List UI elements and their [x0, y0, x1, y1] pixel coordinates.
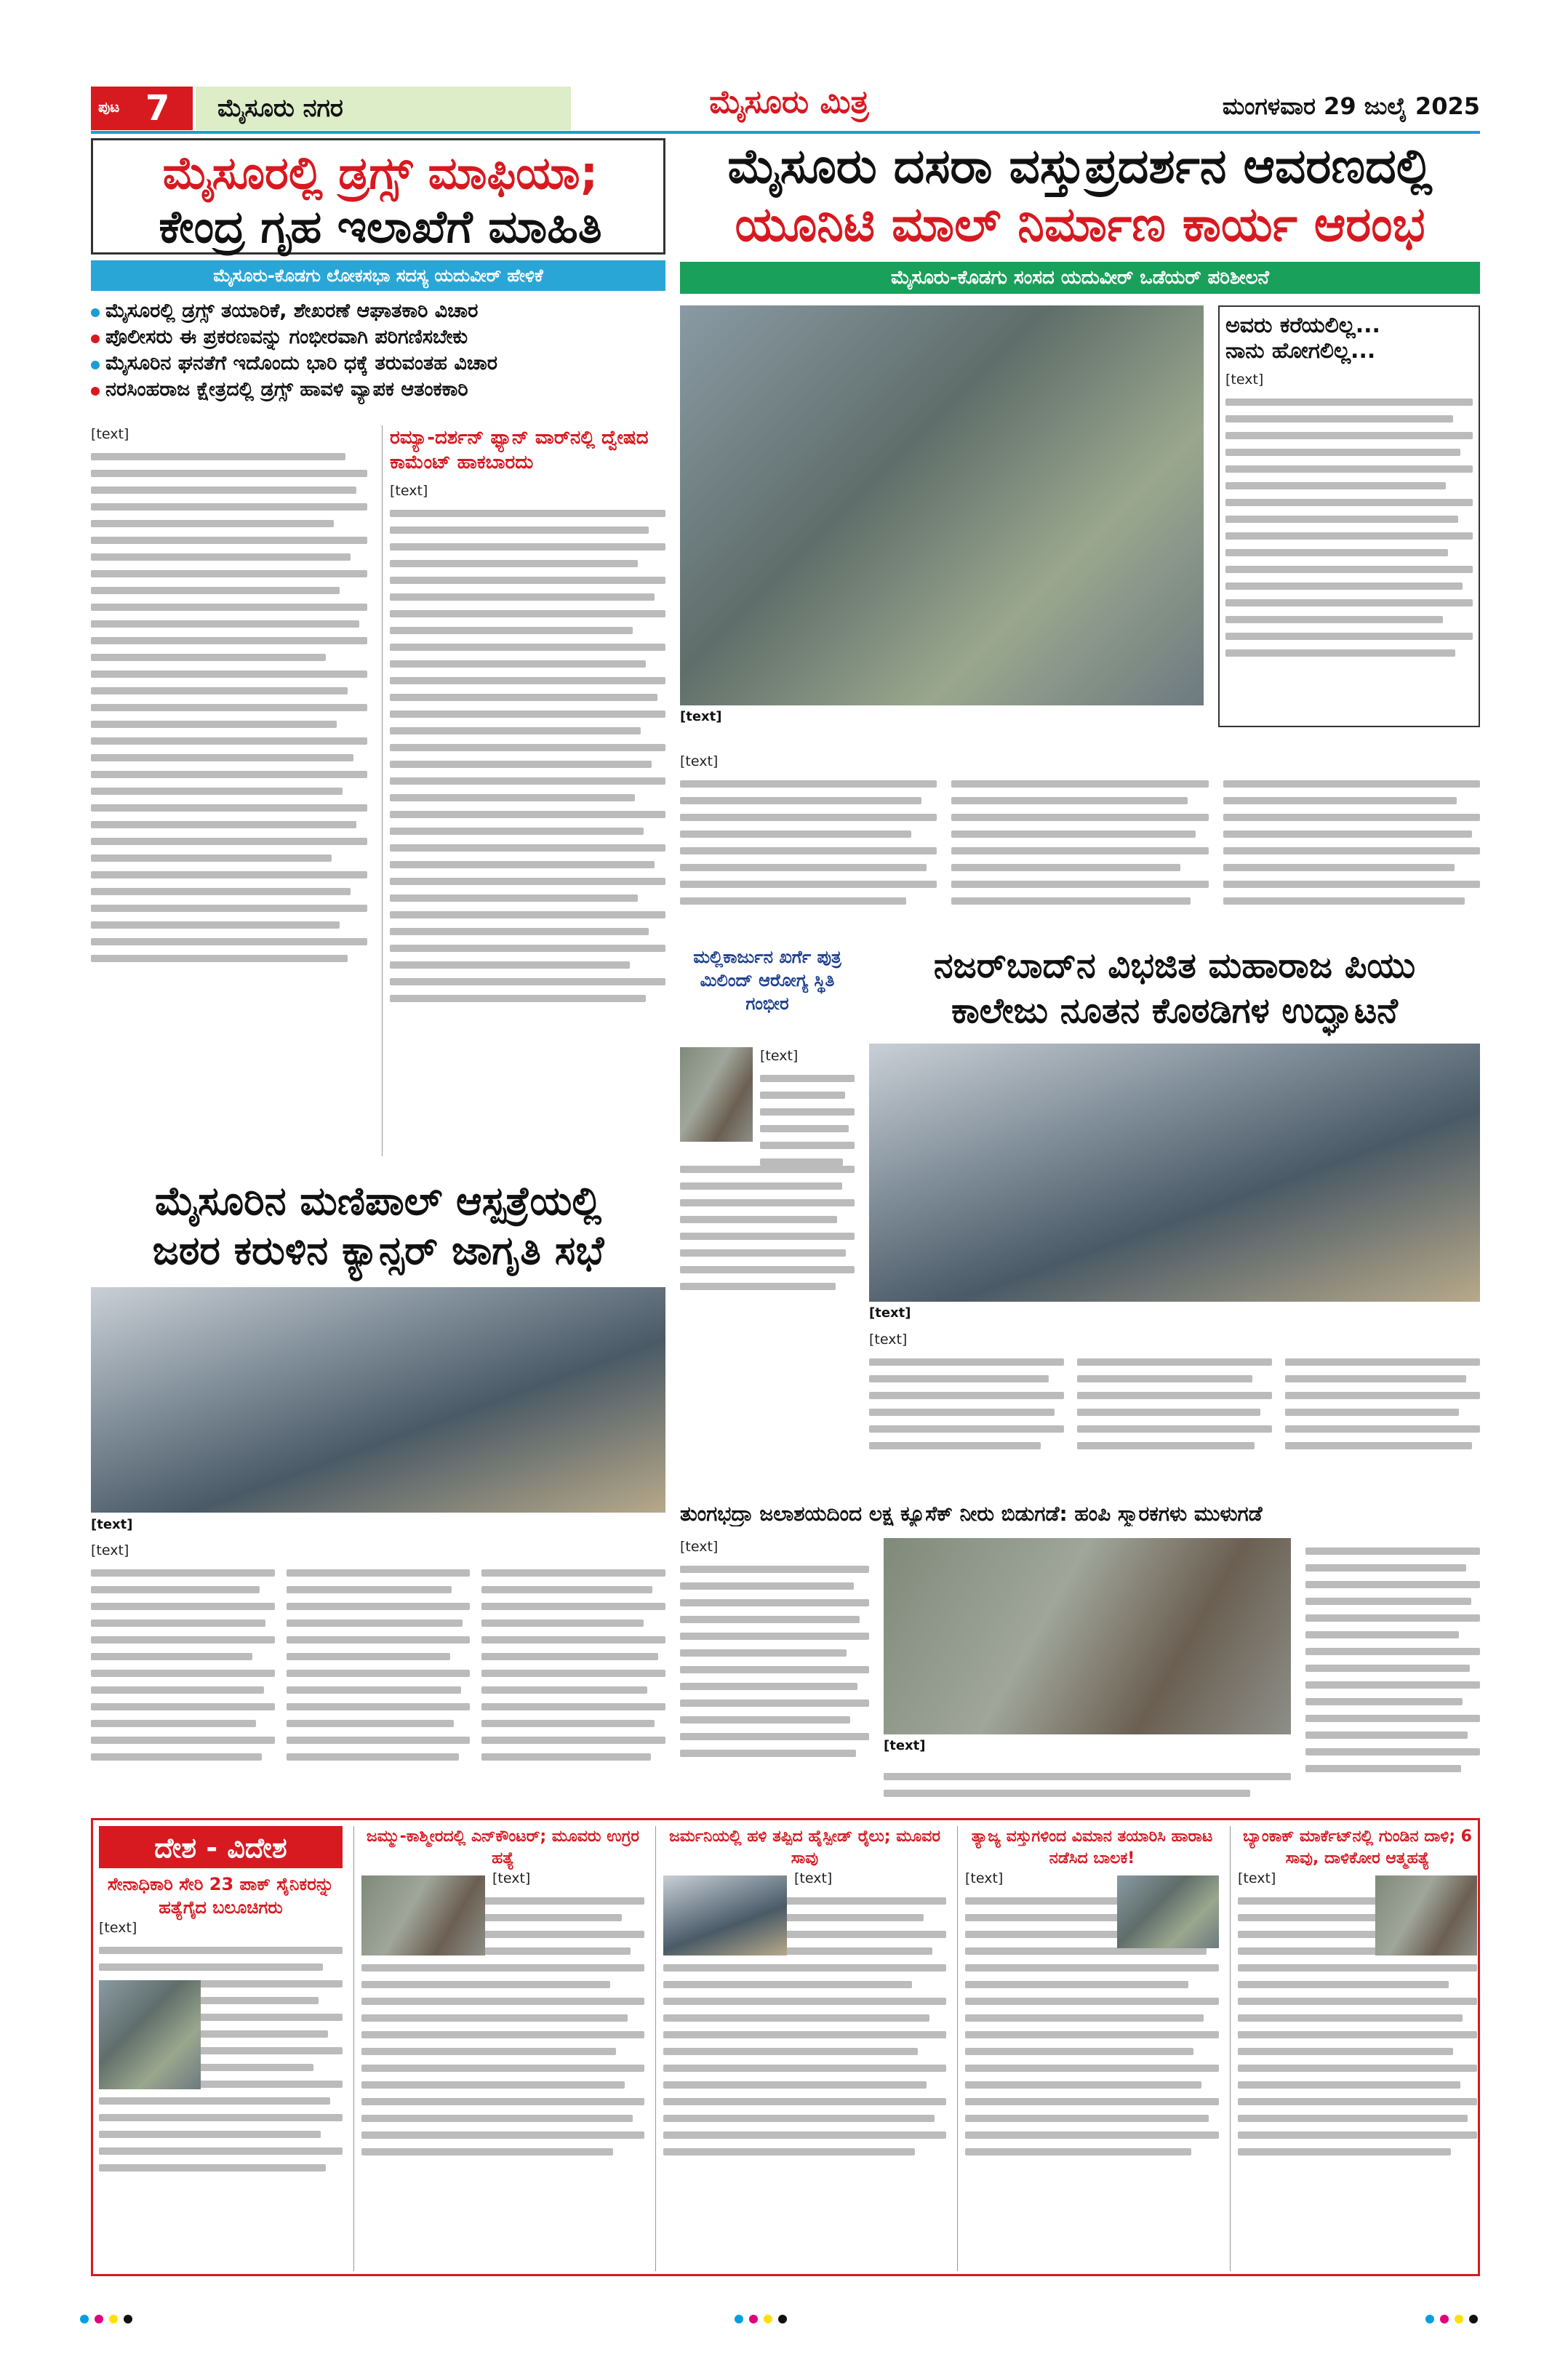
paper-logo: ಮೈಸೂರು ಮಿತ್ರ	[709, 84, 869, 121]
cancer-body	[91, 1542, 665, 1811]
sidebar-title-1: ಅವರು ಕರೆಯಲಿಲ್ಲ...	[1225, 313, 1380, 338]
article-body: [text]	[1238, 1870, 1276, 1886]
desha-story-4-photo	[1117, 1875, 1219, 1948]
desha-story-5-photo	[1375, 1875, 1477, 1955]
article-body: [text]	[965, 1870, 1004, 1886]
story-headline: ಜರ್ಮನಿಯಲ್ಲಿ ಹಳಿ ತಪ್ಪಿದ ಹೈಸ್ಪೀಡ್ ರೈಲು; ಮೂವರ ಸಾವು	[669, 1827, 940, 1867]
section-title: ದೇಶ - ವಿದೇಶ	[154, 1832, 287, 1864]
registration-marks	[0, 2305, 1568, 2334]
milind-body-continued	[680, 1156, 855, 1324]
college-photo	[869, 1044, 1480, 1302]
bullet-item: ಮೈಸೂರಲ್ಲಿ ಡ್ರಗ್ಸ್ ತಯಾರಿಕೆ, ಶೇಖರಣೆ ಆಘಾತಕಾರಿ ವಿಚಾರ	[91, 298, 665, 324]
sidebar-body: [text]	[390, 483, 428, 499]
story-headline: ಬ್ಯಾಂಕಾಕ್ ಮಾರ್ಕೆಟ್‌ನಲ್ಲಿ ಗುಂಡಿನ ದಾಳಿ; 6 ಸಾವು, ದಾಳಿಕೋರ ಆತ್ಮಹತ್ಯೆ	[1243, 1827, 1472, 1867]
issue-date: ಮಂಗಳವಾರ 29 ಜುಲೈ 2025	[1222, 92, 1480, 120]
sidebar-title-2: ನಾನು ಹೋಗಲಿಲ್ಲ...	[1225, 338, 1376, 364]
story-headline: ಸೇನಾಧಿಕಾರಿ ಸೇರಿ 23 ಪಾಕ್ ಸೈನಿಕರನ್ನು ಹತ್ಯೆಗೈದ ಬಲೂಚಿಗರು	[107, 1874, 335, 1918]
unity-photo	[680, 305, 1204, 705]
desha-videsha-section	[91, 1818, 1480, 2276]
dam-headline: ತುಂಗಭದ್ರಾ ಜಲಾಶಯದಿಂದ ಲಕ್ಷ ಕ್ಯೂಸೆಕ್ ನೀರು ಬಿಡುಗಡೆ: ಹಂಪಿ ಸ್ಮಾರಕಗಳು ಮುಳುಗಡೆ	[680, 1502, 1263, 1526]
drugs-strap: ಮೈಸೂರು-ಕೊಡಗು ಲೋಕಸಭಾ ಸದಸ್ಯ ಯದುವೀರ್ ಹೇಳಿಕೆ	[91, 260, 665, 291]
drugs-headline-box	[91, 138, 665, 255]
college-headline-line2: ಕಾಲೇಜು ನೂತನ ಕೊಠಡಿಗಳ ಉದ್ಘಾಟನೆ	[951, 990, 1398, 1031]
page-number: 7	[145, 88, 170, 129]
unity-photo-caption: [text]	[680, 709, 722, 724]
article-body: [text]	[99, 1920, 137, 1936]
section-title: ಮೈಸೂರು ನಗರ	[217, 94, 343, 123]
article-body: [text]	[680, 1539, 719, 1555]
dam-photo	[884, 1538, 1291, 1734]
drugs-sidebar	[382, 425, 665, 1156]
college-story	[869, 945, 1480, 1484]
bullet-item: ಮೈಸೂರಿನ ಘನತೆಗೆ ಇದೊಂದು ಭಾರಿ ಧಕ್ಕೆ ತರುವಂತಹ ವಿಚಾರ	[91, 351, 665, 377]
dam-story	[680, 1502, 1480, 1811]
section-label	[193, 87, 571, 130]
desha-title-box	[99, 1826, 343, 1868]
college-body	[869, 1331, 1480, 1484]
drugs-headline-line1: ಮೈಸೂರಲ್ಲಿ ಡ್ರಗ್ಸ್ ಮಾಫಿಯಾ;	[162, 146, 599, 199]
cancer-photo-caption: [text]	[91, 1517, 133, 1532]
milind-story	[680, 945, 855, 1331]
college-photo-caption: [text]	[869, 1305, 911, 1321]
article-body: [text]	[680, 753, 719, 769]
drugs-story	[91, 138, 665, 1164]
desha-story-2	[353, 1826, 644, 2271]
bullet-item: ನರಸಿಂಹರಾಜ ಕ್ಷೇತ್ರದಲ್ಲಿ ಡ್ರಗ್ಸ್ ಹಾವಳಿ ವ್ಯಾಪಕ ಆತಂಕಕಾರಿ	[91, 377, 665, 403]
masthead	[91, 84, 1480, 135]
article-body: [text]	[91, 426, 129, 442]
cancer-photo	[91, 1287, 665, 1513]
page-label: ಪುಟ	[98, 98, 120, 116]
desha-story-4	[957, 1826, 1219, 2271]
article-body: [text]	[492, 1870, 531, 1886]
cancer-headline-line2: ಜಠರ ಕರುಳಿನ ಕ್ಯಾನ್ಸರ್ ಜಾಗೃತಿ ಸಭೆ	[152, 1228, 604, 1273]
masthead-rule	[91, 131, 1480, 134]
desha-story-3-photo	[663, 1875, 787, 1955]
dam-body-right	[1305, 1538, 1480, 1807]
unity-strap: ಮೈಸೂರು-ಕೊಡಗು ಸಂಸದ ಯದುವೀರ್ ಒಡೆಯರ್ ಪರಿಶೀಲನೆ	[680, 262, 1480, 294]
desha-story-5	[1230, 1826, 1477, 2271]
unity-sidebar	[1218, 305, 1480, 727]
page-number-box	[91, 87, 193, 130]
unity-headline-line2: ಯೂನಿಟಿ ಮಾಲ್ ನಿರ್ಮಾಣ ಕಾರ್ಯ ಆರಂಭ	[735, 196, 1425, 252]
story-headline: ಜಮ್ಮು-ಕಾಶ್ಮೀರದಲ್ಲಿ ಎನ್‌ಕೌಂಟರ್; ಮೂವರು ಉಗ್ರರ ಹತ್ಯೆ	[366, 1827, 640, 1867]
unity-headline-line1: ಮೈಸೂರು ದಸರಾ ವಸ್ತುಪ್ರದರ್ಶನ ಆವರಣದಲ್ಲಿ	[727, 138, 1433, 194]
unity-mall-story	[680, 138, 1480, 934]
desha-story-2-photo	[361, 1875, 485, 1955]
sidebar-body: [text]	[1225, 372, 1264, 388]
unity-body	[680, 753, 1480, 927]
cancer-story	[91, 1178, 665, 1811]
dam-photo-caption: [text]	[884, 1738, 926, 1753]
article-body: [text]	[91, 1542, 129, 1558]
desha-story-1	[99, 1873, 343, 2271]
sidebar-title: ರಮ್ಯಾ-ದರ್ಶನ್ ಫ್ಯಾನ್ ವಾರ್‌ನಲ್ಲಿ ದ್ವೇಷದ ಕಾಮೆಂಟ್ ಹಾಕಬಾರದು	[390, 427, 649, 473]
milind-headline: ಮಲ್ಲಿಕಾರ್ಜುನ ಖರ್ಗೆ ಪುತ್ರ ಮಿಲಿಂದ್ ಆರೋಗ್ಯ ಸ್ಥಿತಿ ಗಂಭೀರ	[693, 947, 841, 1014]
bullet-item: ಪೊಲೀಸರು ಈ ಪ್ರಕರಣವನ್ನು ಗಂಭೀರವಾಗಿ ಪರಿಗಣಿಸಬೇಕು	[91, 324, 665, 351]
article-body: [text]	[760, 1048, 799, 1064]
drugs-body-col1	[91, 425, 367, 1156]
dam-body-bottom	[884, 1764, 1291, 1807]
college-headline-line1: ನಜರ್‌ಬಾದ್‌ನ ವಿಭಜಿತ ಮಹಾರಾಜ ಪಿಯು	[933, 945, 1416, 986]
desha-story-3	[655, 1826, 946, 2271]
article-body: [text]	[794, 1870, 833, 1886]
article-body: [text]	[869, 1332, 908, 1348]
dam-body-left	[680, 1538, 869, 1807]
cancer-headline-line1: ಮೈಸೂರಿನ ಮಣಿಪಾಲ್ ಆಸ್ಪತ್ರೆಯಲ್ಲಿ	[154, 1178, 602, 1224]
desha-story-1-photo	[99, 1980, 201, 2089]
drugs-headline-line2: ಕೇಂದ್ರ ಗೃಹ ಇಲಾಖೆಗೆ ಮಾಹಿತಿ	[159, 200, 602, 253]
drugs-bullets	[91, 298, 665, 415]
story-headline: ತ್ಯಾಜ್ಯ ವಸ್ತುಗಳಿಂದ ವಿಮಾನ ತಯಾರಿಸಿ ಹಾರಾಟ ನಡೆಸಿದ ಬಾಲಕ!	[971, 1827, 1213, 1867]
